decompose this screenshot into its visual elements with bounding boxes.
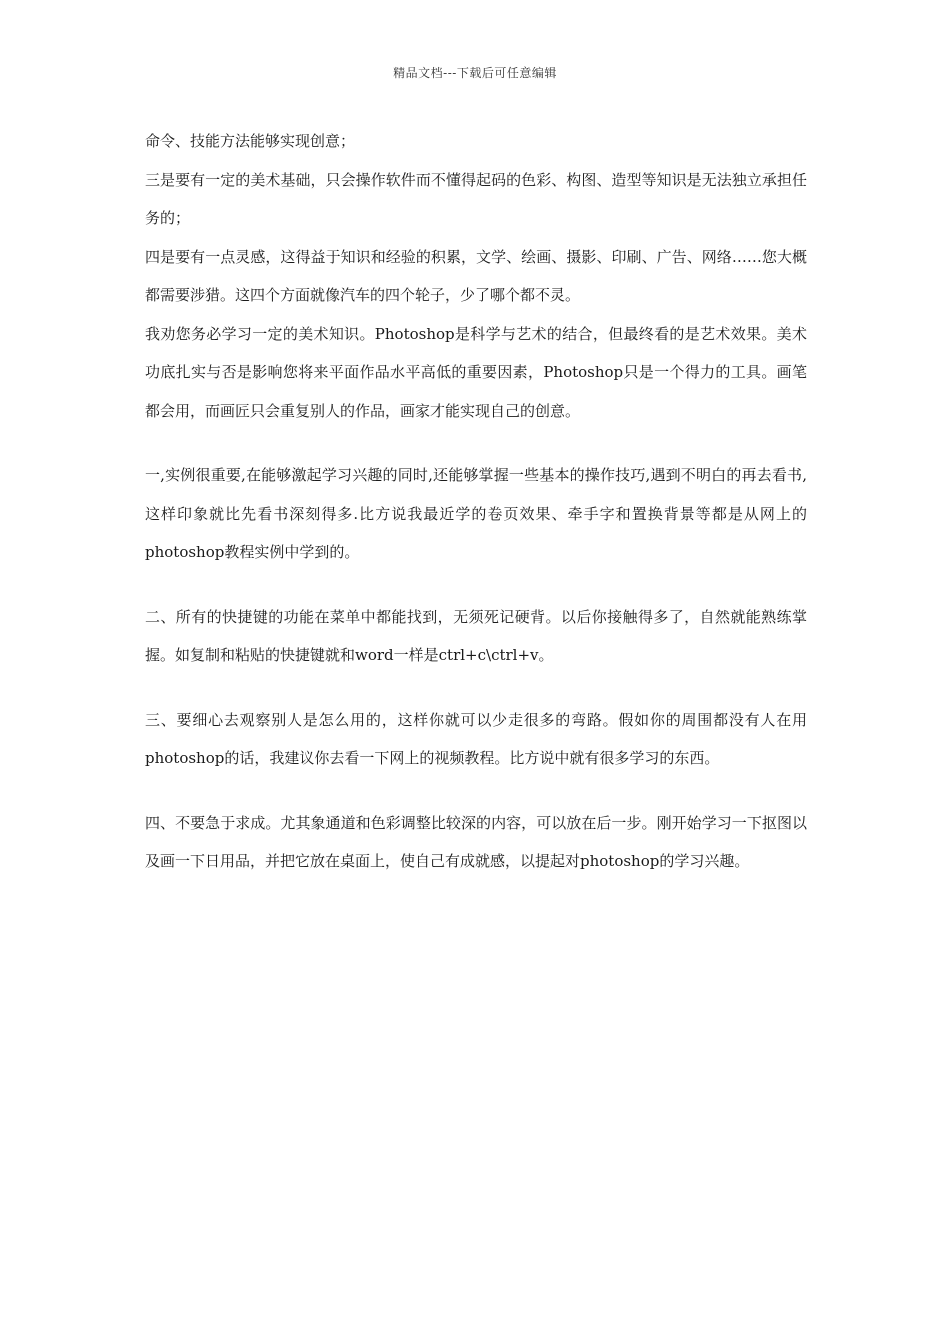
paragraph-command-skills: 命令、技能方法能够实现创意； <box>145 132 356 150</box>
document-body <box>145 122 807 881</box>
paragraph-art-foundation: 三是要有一定的美术基础，只会操作软件而不懂得起码的色彩、构图、造型等知识是无法独立承担任务的； <box>145 170 807 227</box>
paragraph-inspiration: 四是要有一点灵感，这得益于知识和经验的积累，文学、绘画、摄影、印刷、广告、网络……您大概都需要涉猎。这四个方面就像汽车的四个轮子，少了哪个都不灵。 <box>145 247 807 304</box>
paragraph-tip-3-observe: 三、要细心去观察别人是怎么用的，这样你就可以少走很多的弯路。假如你的周围都没有人在用photoshop的话，我建议你去看一下网上的视频教程。比方说中就有很多学习的东西。 <box>145 710 807 767</box>
page-header: 精品文档---下载后可任意编辑 <box>393 66 557 80</box>
paragraph-tip-1-examples: 一,实例很重要,在能够激起学习兴趣的同时,还能够掌握一些基本的操作技巧,遇到不明白的再去看书,这样印象就比先看书深刻得多.比方说我最近学的卷页效果、牵手字和置换背景等都是从网上的photoshop教程实例中学到的。 <box>145 466 807 561</box>
paragraph-art-knowledge: 我劝您务必学习一定的美术知识。Photoshop是科学与艺术的结合，但最终看的是艺术效果。美术功底扎实与否是影响您将来平面作品水平高低的重要因素，Photoshop只是一个得力的工具。画笔都会用，而画匠只会重复别人的作品，画家才能实现自己的创意。 <box>145 324 807 420</box>
paragraph-tip-4-patience: 四、不要急于求成。尤其象通道和色彩调整比较深的内容，可以放在后一步。刚开始学习一下抠图以及画一下日用品，并把它放在桌面上，使自己有成就感，以提起对photoshop的学习兴趣。 <box>145 813 807 870</box>
paragraph-tip-2-shortcuts: 二、所有的快捷键的功能在菜单中都能找到，无须死记硬背。以后你接触得多了，自然就能熟练掌握。如复制和粘贴的快捷键就和word一样是ctrl+c\ctrl+v。 <box>145 607 807 664</box>
